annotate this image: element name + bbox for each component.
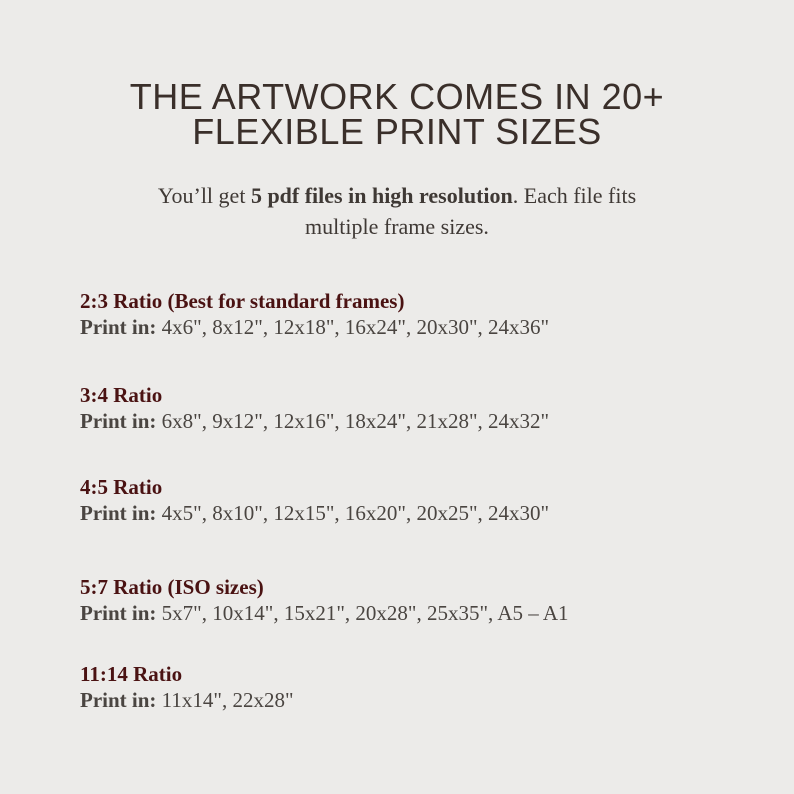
size-list: 5x7", 10x14", 15x21", 20x28", 25x35", A5 – A1 bbox=[156, 601, 569, 625]
size-list: 4x5", 8x10", 12x15", 16x20", 20x25", 24x30" bbox=[156, 501, 550, 525]
page-title-line-2: FLEXIBLE PRINT SIZES bbox=[192, 111, 602, 152]
ratio-block-11-14 bbox=[80, 661, 294, 713]
ratio-heading: 2:3 Ratio (Best for standard frames) bbox=[80, 289, 405, 313]
intro-line-1 bbox=[0, 181, 794, 211]
ratio-block-3-4 bbox=[80, 382, 549, 434]
ratio-heading: 5:7 Ratio (ISO sizes) bbox=[80, 575, 264, 599]
intro-prefix: You’ll get bbox=[157, 183, 251, 208]
intro-line-2: multiple frame sizes. bbox=[305, 214, 489, 239]
ratio-print-sizes bbox=[80, 408, 549, 434]
ratio-block-2-3 bbox=[80, 288, 549, 340]
ratio-heading: 11:14 Ratio bbox=[80, 662, 183, 686]
ratio-print-sizes bbox=[80, 687, 294, 713]
ratio-heading: 3:4 Ratio bbox=[80, 383, 163, 407]
ratio-block-4-5 bbox=[80, 474, 549, 526]
intro-bold-highlight: 5 pdf files in high resolution bbox=[250, 183, 513, 208]
size-list: 4x6", 8x12", 12x18", 16x24", 20x30", 24x36" bbox=[156, 315, 550, 339]
intro-suffix: . Each file fits bbox=[512, 183, 637, 208]
page-title-line-1: THE ARTWORK COMES IN 20+ bbox=[129, 76, 665, 117]
ratio-print-sizes bbox=[80, 600, 569, 626]
size-list: 11x14", 22x28" bbox=[156, 688, 294, 712]
ratio-heading: 4:5 Ratio bbox=[80, 475, 163, 499]
print-label: Print in: bbox=[80, 601, 157, 625]
print-label: Print in: bbox=[80, 409, 157, 433]
ratio-print-sizes bbox=[80, 314, 549, 340]
print-label: Print in: bbox=[80, 688, 157, 712]
print-label: Print in: bbox=[80, 501, 157, 525]
ratio-block-5-7 bbox=[80, 574, 569, 626]
print-label: Print in: bbox=[80, 315, 157, 339]
ratio-print-sizes bbox=[80, 500, 549, 526]
size-list: 6x8", 9x12", 12x16", 18x24", 21x28", 24x32" bbox=[156, 409, 550, 433]
